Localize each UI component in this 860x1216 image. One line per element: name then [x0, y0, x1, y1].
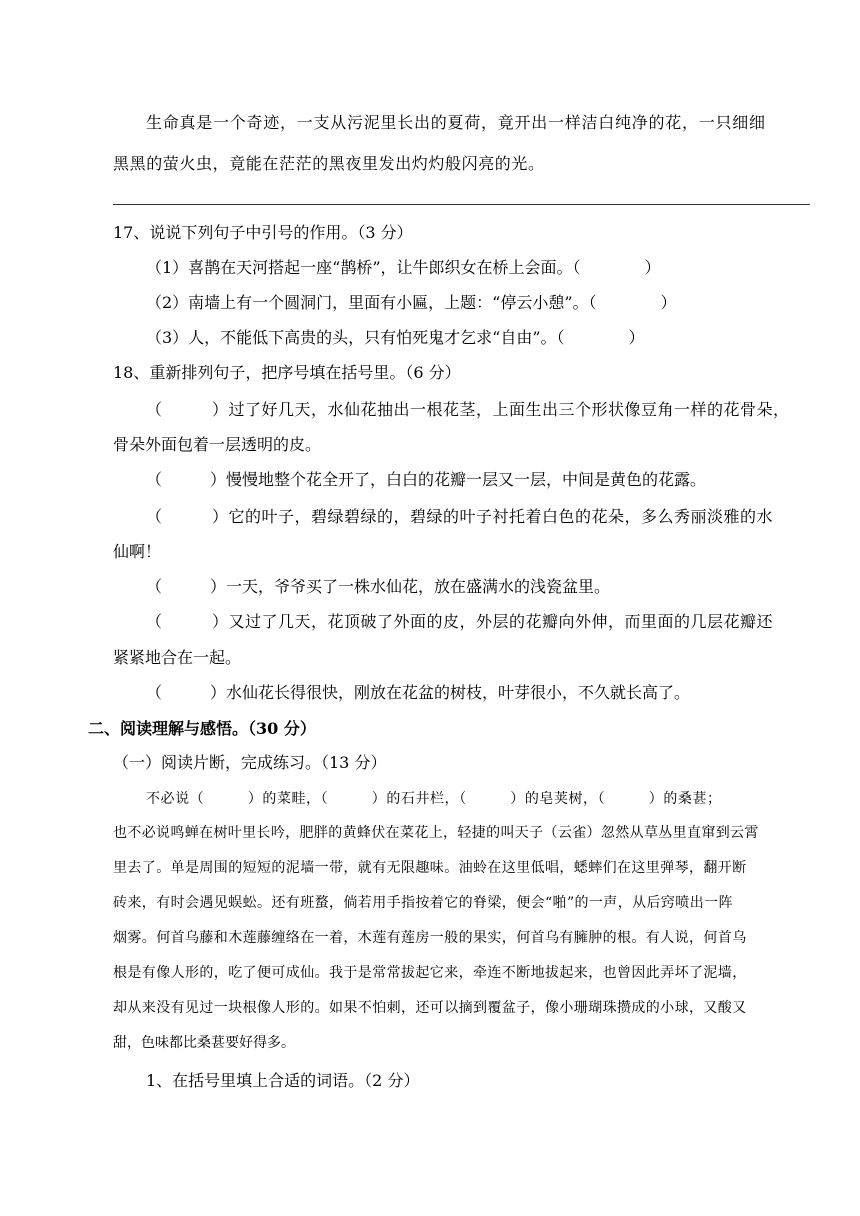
q18-title: 18、重新排列句子，把序号填在括号里。（6 分） — [113, 363, 461, 382]
q17-item-2: （2）南墙上有一个圆洞门，里面有小匾，上题：“停云小憩”。（ ） — [146, 293, 677, 312]
section-2-part-1-title: （一）阅读片断，完成练习。（13 分） — [113, 753, 387, 772]
q18-line-5: 仙啊！ — [113, 542, 162, 561]
divider-rule — [113, 204, 810, 205]
q18-line-6: （ ）一天，爷爷买了一株水仙花，放在盛满水的浅瓷盆里。 — [146, 577, 611, 596]
question-1-title: 1、在括号里填上合适的词语。（2 分） — [146, 1071, 420, 1090]
passage-line-3: 里去了。单是周围的短短的泥墙一带，就有无限趣味。油蛉在这里低唱，蟋蟀们在这里弹琴，翻开断 — [113, 860, 747, 876]
passage-line-8: 甜，色味都比桑葚要好得多。 — [113, 1035, 295, 1051]
passage-line-7: 却从来没有见过一块根像人形的。如果不怕刺，还可以摘到覆盆子，像小珊瑚珠攒成的小球，又酸又 — [113, 1000, 747, 1016]
q18-line-8: 紧紧地合在一起。 — [113, 648, 242, 667]
intro-line-1: 生命真是一个奇迹，一支从污泥里长出的夏荷，竟开出一样洁白纯净的花，一只细细 — [146, 113, 766, 132]
q17-item-1: （1）喜鹊在天河搭起一座“鹊桥”，让牛郎织女在桥上会面。（ ） — [146, 258, 661, 277]
q18-line-7: （ ）又过了几天，花顶破了外面的皮，外层的花瓣向外伸，而里面的几层花瓣还 — [146, 612, 774, 631]
passage-line-2: 也不必说鸣蝉在树叶里长吟，肥胖的黄蜂伏在菜花上，轻捷的叫天子（云雀）忽然从草丛里直窜到云霄 — [113, 825, 759, 841]
section-2-title: 二、阅读理解与感悟。（30 分） — [88, 719, 316, 738]
q18-line-1: （ ）过了好几天，水仙花抽出一根花茎，上面生出三个形状像豆角一样的花骨朵， — [146, 400, 790, 419]
passage-line-4: 砖来，有时会遇见蜈蚣。还有班蝥，倘若用手指按着它的脊梁，便会“啪”的一声，从后窍喷出一阵 — [113, 895, 733, 911]
q18-line-2: 骨朵外面包着一层透明的皮。 — [113, 435, 322, 454]
passage-line-6: 根是有像人形的，吃了便可成仙。我于是常常拔起它来，牵连不断地拔起来，也曾因此弄坏了泥墙， — [113, 965, 747, 981]
q18-line-9: （ ）水仙花长得很快，刚放在花盆的树枝，叶芽很小，不久就长高了。 — [146, 683, 691, 702]
passage-line-1: 不必说（ ）的菜畦，（ ）的石井栏，（ ）的皂荚树，（ ）的桑葚； — [146, 791, 722, 807]
intro-line-2: 黑黑的萤火虫，竟能在茫茫的黑夜里发出灼灼般闪亮的光。 — [113, 154, 545, 173]
passage-line-5: 烟雾。何首乌藤和木莲藤缠络在一着，木莲有莲房一般的果实，何首乌有臃肿的根。有人说，何首乌 — [113, 930, 747, 946]
q17-title: 17、说说下列句子中引号的作用。（3 分） — [113, 223, 413, 242]
q17-item-3: （3）人，不能低下高贵的头，只有怕死鬼才乞求“自由”。（ ） — [146, 328, 645, 347]
q18-line-4: （ ）它的叶子，碧绿碧绿的，碧绿的叶子衬托着白色的花朵，多么秀丽淡雅的水 — [146, 507, 774, 526]
q18-line-3: （ ）慢慢地整个花全开了，白白的花瓣一层又一层，中间是黄色的花露。 — [146, 470, 707, 489]
